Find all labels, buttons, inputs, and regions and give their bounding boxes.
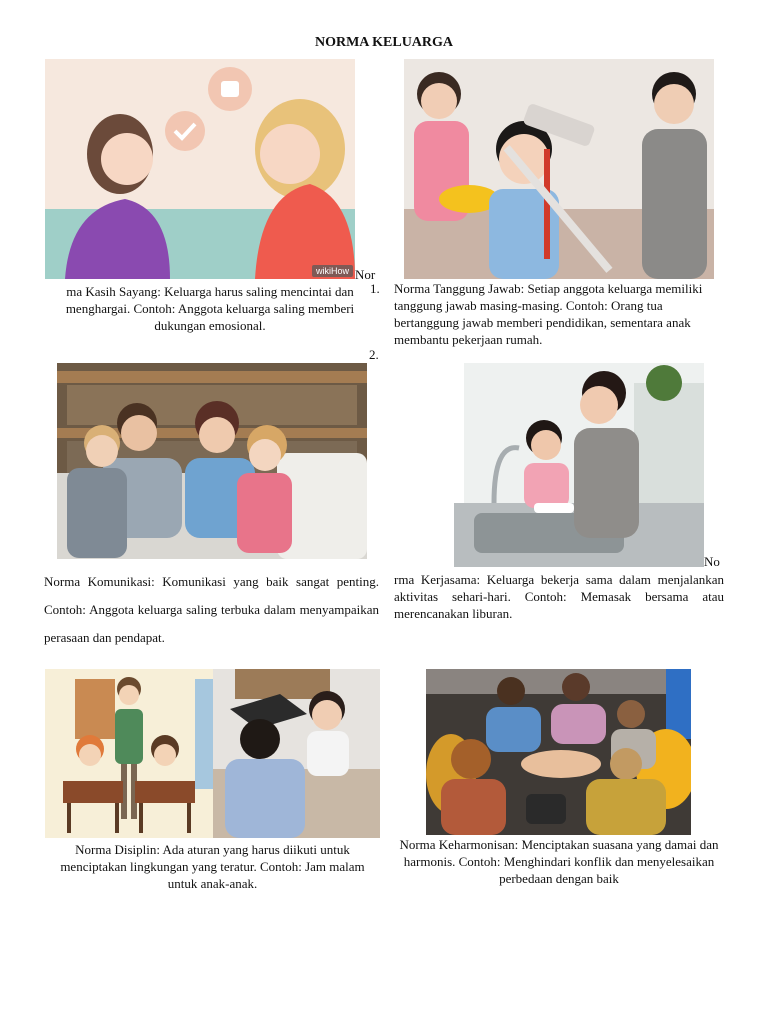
kerjasama-photo: [394, 363, 704, 567]
watermark: wikiHow: [312, 265, 353, 277]
caption-keharmonisan: Norma Keharmonisan: Menciptakan suasana yang damai dan harmonis. Contoh: Menghindari konflik dan menyelesaikan perbedaan dengan baik: [399, 837, 719, 886]
section-number-2: 2.: [369, 347, 379, 362]
tanggung-jawab-photo: [404, 59, 714, 279]
disiplin-photo: [45, 669, 380, 838]
caption-tanggung-jawab: Norma Tanggung Jawab: Setiap anggota keluarga memiliki tanggung jawab masing-masing. Contoh: Orang tua bertanggung jawab memberi pendidikan, sementara anak membantu pekerjaan rumah.: [394, 281, 703, 347]
caption-disiplin: Norma Disiplin: Ada aturan yang harus diikuti untuk menciptakan lingkungan yang teratur. Contoh: Jam malam untuk anak-anak.: [60, 842, 365, 891]
section-number-1: 1.: [370, 281, 380, 296]
page-title: NORMA KELUARGA: [314, 35, 454, 50]
caption-kerjasama: rma Kerjasama: Keluarga bekerja sama dalam menjalankan aktivitas sehari-hari. Contoh: Memasak bersama atau merencanakan liburan.: [394, 572, 724, 621]
caption-1-prefix: Nor: [355, 267, 376, 282]
kasih-sayang-illustration: [45, 59, 355, 279]
caption-4-prefix: No: [704, 554, 720, 569]
caption-komunikasi: Norma Komunikasi: Komunikasi yang baik sangat penting. Contoh: Anggota keluarga saling terbuka dalam menyampaikan perasaan dan pendapat.: [44, 574, 379, 645]
caption-kasih-sayang: ma Kasih Sayang: Keluarga harus saling mencintai dan menghargai. Contoh: Anggota keluarga saling memberi dukungan emosional.: [65, 284, 355, 333]
keharmonisan-photo: [426, 669, 691, 835]
komunikasi-photo: [57, 363, 367, 559]
